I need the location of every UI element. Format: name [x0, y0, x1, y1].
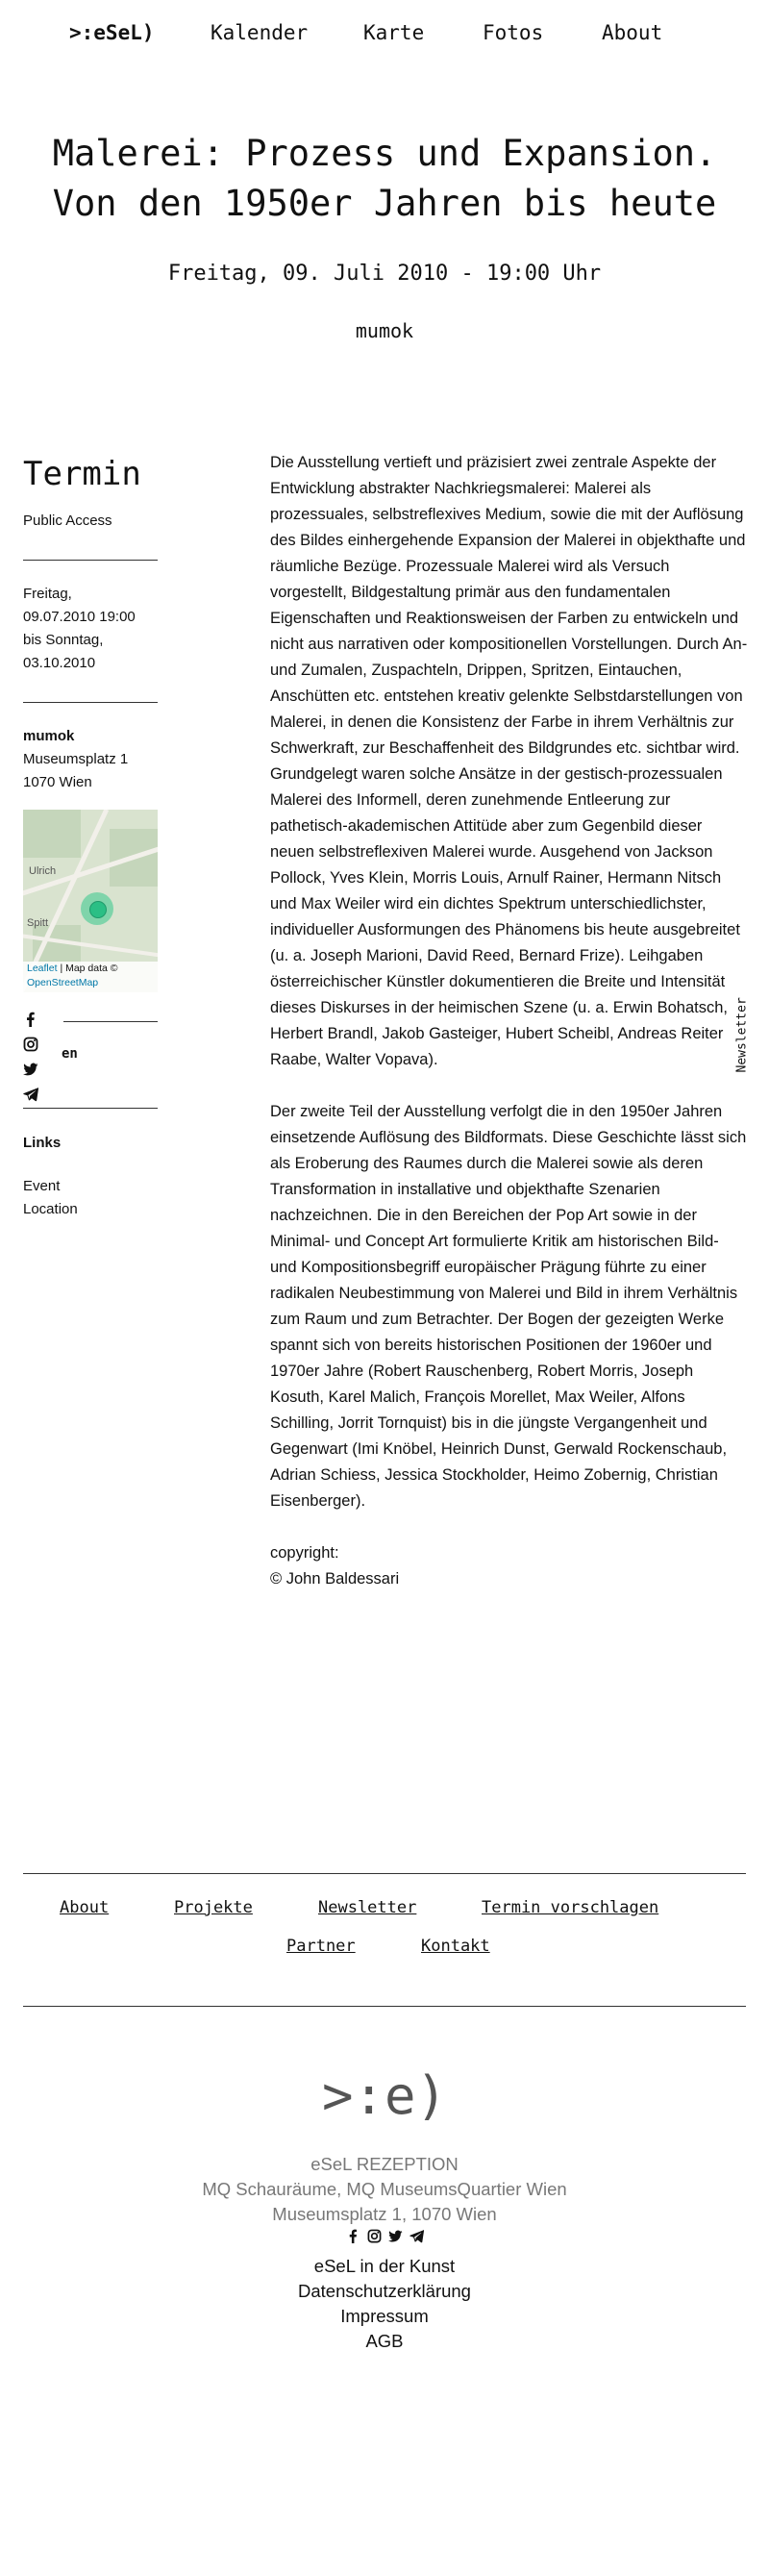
twitter-icon[interactable] — [388, 2229, 403, 2243]
footer-link-about[interactable]: About — [60, 1898, 110, 1917]
instagram-icon[interactable] — [367, 2229, 382, 2243]
copyright-label: copyright: — [270, 1544, 339, 1562]
attribution-text: | Map data © — [57, 963, 118, 974]
links-heading: Links — [23, 1135, 62, 1151]
description-paragraph: Die Ausstellung vertieft und präzisiert zwei zentrale Aspekte der Entwicklung abstrakter Nachkriegsmalerei: Malerei als prozessuales, selbstreflexives Medium, sowie die mit der Auflösung des Bildes einhergehende Expansion der Malerei in objekthafte und räumliche Bezüge. Prozessuale Malerei wird als Versuch vorgestellt, Bildgestaltung primär aus den fundamentalen Eigenschaften und Reaktionsweisen der Farben zu entwickeln und nicht aus narrativen oder kompositionellen Vorstellungen. Durch An- und Zumalen, Zuspachteln, Drippen, Spritzen, Eintauchen, Anschütten etc. entstehen kreativ gelenkte Selbstdarstellungen von Malerei, in denen die Konsistenz der Farbe in ihrem Verhältnis zur Schwerkraft, zur Beschaffenheit des Bildgrundes etc. sichtbar wird. Grundgelegt waren solche Ansätze in der gestisch-prozessualen Malerei des Informell, deren zunehmende Entleerung zur pathetisch-akademischen Attitüde aber zum Gegenbild dieser neuen selbstreflexiven Malerei wurde. Ausgehend von Jackson Pollock, Yves Klein, Morris Louis, Arnulf Rainer, Hermann Nitsch und Max Weiler wird ein dichtes Spektrum unterschiedlichster, individueller Ausformungen des Phänomens bis heute ausgebreitet (u. a. Joseph Marioni, David Reed, Bernard Frize). Leihgaben österreichischer Künstler dokumentieren die Breite und Intensität dieses Diskurses in der heimischen Szene (u. a. Erwin Bohatsch, Herbert Brandl, Jakob Gasteiger, Hubert Scheibl, Andreas Reiter Raabe, Walter Vopava). — [270, 454, 748, 1068]
nav-item-about[interactable]: About — [602, 21, 663, 44]
event-title: Malerei: Prozess und Expansion. Von den 1950er Jahren bis heute — [52, 133, 717, 224]
event-date-range — [23, 583, 136, 675]
footer-link-kontakt[interactable]: Kontakt — [421, 1937, 490, 1956]
nav-item-kalender[interactable]: Kalender — [211, 21, 309, 44]
site-logo[interactable]: >:eSeL) — [69, 21, 155, 44]
access-label: Public Access — [23, 513, 112, 529]
map-label: Ulrich — [29, 865, 57, 877]
address-line: Museumsplatz 1 — [23, 751, 129, 767]
sidebar-heading: Termin — [23, 455, 141, 493]
footer-divider — [23, 1873, 746, 1874]
reception-address: Museumsplatz 1, 1070 Wien — [272, 2204, 497, 2224]
date-line: bis Sonntag, — [23, 632, 104, 648]
openstreetmap-link[interactable]: OpenStreetMap — [27, 977, 99, 988]
venue-address — [23, 725, 128, 794]
facebook-icon[interactable] — [346, 2229, 360, 2243]
language-switch[interactable]: en — [62, 1046, 78, 1062]
nav-item-karte[interactable]: Karte — [363, 21, 425, 44]
date-line: 09.07.2010 19:00 — [23, 609, 136, 625]
date-line: 03.10.2010 — [23, 655, 96, 671]
footer-link-impressum[interactable]: Impressum — [340, 2306, 429, 2326]
map-attribution — [23, 962, 158, 992]
divider — [23, 560, 158, 561]
date-line: Freitag, — [23, 586, 72, 602]
address-line: 1070 Wien — [23, 774, 92, 790]
copyright-value: © John Baldessari — [270, 1570, 400, 1588]
telegram-icon[interactable] — [23, 1087, 38, 1102]
facebook-icon[interactable] — [23, 1012, 38, 1027]
nav-item-fotos[interactable]: Fotos — [483, 21, 544, 44]
footer-divider — [23, 2006, 746, 2007]
footer-link-datenschutz[interactable]: Datenschutzerklärung — [298, 2281, 471, 2301]
divider — [23, 1108, 158, 1109]
footer-link-agb[interactable]: AGB — [365, 2331, 404, 2351]
footer-link-esel-in-der-kunst[interactable]: eSeL in der Kunst — [313, 2256, 456, 2276]
description-paragraph: Der zweite Teil der Ausstellung verfolgt die in den 1950er Jahren einsetzende Auflösung des Bildformats. Diese Geschichte lässt sich als Eroberung des Raumes durch die Malerei sowie als deren Transformation in installative und objekthafte Szenarien nachzeichnen. Die in den Bereichen der Pop Art sowie in der Minimal- und Concept Art formulierte Kritik am historischen Bild- und Kompositionsbegriff europäischer Prägung führte zu einer radikalen Neubestimmung von Malerei und Bild in ihrem Verhältnis zum Raum und zum Betrachter. Der Bogen der gezeigten Werke spannt sich von bereits historischen Positionen der 1960er und 1970er Jahre (Robert Rauschenberg, Robert Morris, Joseph Kosuth, Karel Malich, François Morellet, Max Weiler, Alfons Schilling, Jorrit Tornquist) bis in die jüngste Vergangenheit und Gegenwart (Imi Knöbel, Heinrich Dunst, Gerwald Rockenschaub, Adrian Schiess, Jessica Stockholder, Heimo Zobernig, Christian Eisenberger). — [270, 1103, 747, 1510]
map-label: Spitt — [27, 917, 49, 929]
reception-title: eSeL REZEPTION — [310, 2154, 459, 2174]
telegram-icon[interactable] — [409, 2229, 424, 2243]
newsletter-tab-label: Newsletter — [734, 997, 750, 1073]
leaflet-link[interactable]: Leaflet — [27, 963, 58, 974]
newsletter-tab[interactable] — [731, 981, 754, 1077]
footer-link-termin-vorschlagen[interactable]: Termin vorschlagen — [482, 1898, 659, 1917]
divider — [23, 702, 158, 703]
venue-map[interactable] — [23, 810, 158, 992]
event-description — [270, 450, 748, 1592]
twitter-icon[interactable] — [23, 1062, 38, 1077]
event-link[interactable]: Event — [23, 1178, 61, 1194]
footer-link-partner[interactable]: Partner — [286, 1937, 356, 1956]
footer-link-projekte[interactable]: Projekte — [174, 1898, 253, 1917]
footer-link-newsletter[interactable]: Newsletter — [318, 1898, 417, 1917]
instagram-icon[interactable] — [23, 1037, 38, 1052]
reception-location: MQ Schauräume, MQ MuseumsQuartier Wien — [202, 2179, 567, 2199]
map-block — [23, 810, 81, 858]
event-date: Freitag, 09. Juli 2010 - 19:00 Uhr — [167, 262, 602, 286]
venue-name[interactable]: mumok — [23, 728, 75, 744]
footer-logo[interactable]: >:e) — [321, 2065, 448, 2126]
sidebar-links — [23, 1175, 78, 1221]
map-marker[interactable] — [89, 901, 107, 918]
event-sidebar — [23, 452, 160, 1217]
event-venue[interactable]: mumok — [355, 319, 414, 342]
top-navigation — [0, 19, 769, 50]
footer-social-icons — [346, 2229, 427, 2246]
location-link[interactable]: Location — [23, 1201, 78, 1217]
divider — [63, 1021, 158, 1022]
